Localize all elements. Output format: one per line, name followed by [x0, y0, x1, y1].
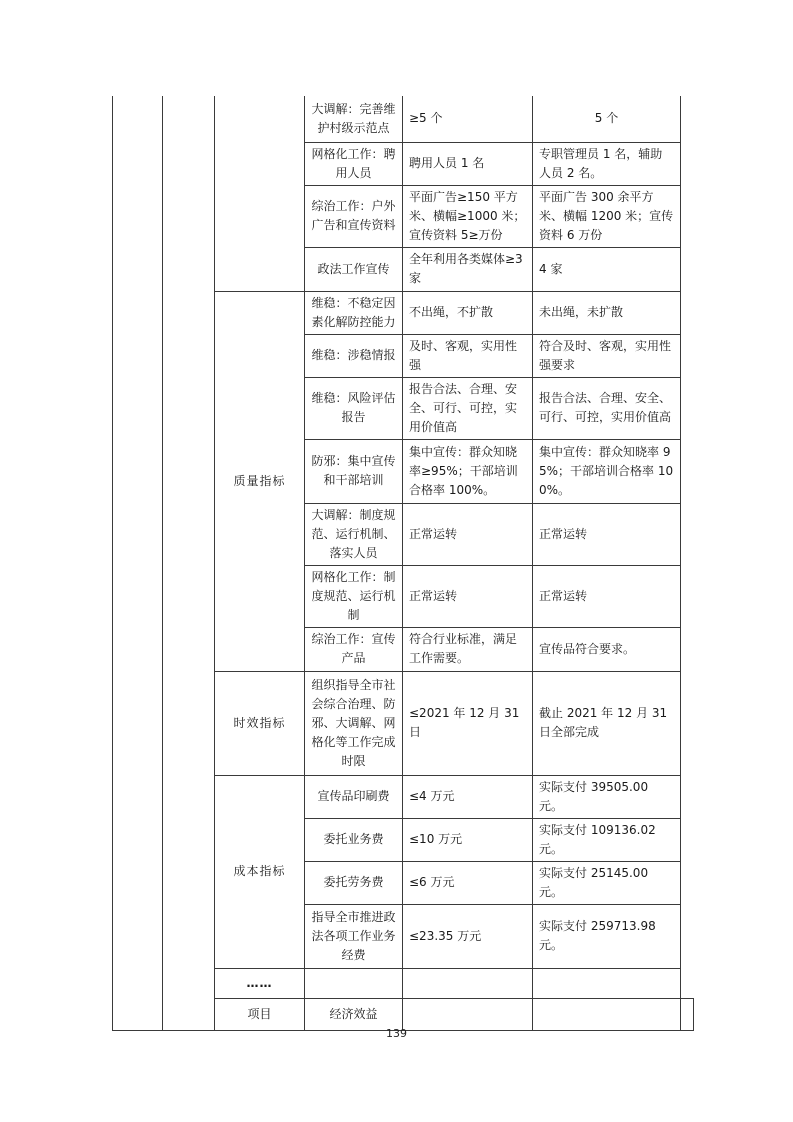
sub-indicator: 维稳：风险评估报告: [305, 377, 403, 439]
empty-cell: [403, 998, 533, 1030]
target-value: ≤4 万元: [403, 775, 533, 818]
actual-value: 4 家: [533, 247, 681, 291]
sub-indicator: 防邪：集中宣传和干部培训: [305, 439, 403, 503]
economic-benefit-label: 经济效益: [305, 998, 403, 1030]
ellipsis-cell: ……: [215, 968, 305, 998]
empty-cell: [305, 968, 403, 998]
sub-indicator: 网格化工作：聘用人员: [305, 142, 403, 185]
sub-indicator: 综治工作：宣传产品: [305, 627, 403, 671]
sub-indicator: 维稳：不稳定因素化解防控能力: [305, 291, 403, 334]
target-value: ≥5 个: [403, 96, 533, 142]
quantity-category-cell: [215, 96, 305, 291]
target-value: 不出绳，不扩散: [403, 291, 533, 334]
actual-value: 实际支付 259713.98 元。: [533, 904, 681, 968]
sub-indicator: 维稳：涉稳情报: [305, 334, 403, 377]
sub-indicator: 政法工作宣传: [305, 247, 403, 291]
actual-value: 正常运转: [533, 565, 681, 627]
empty-cell: [681, 998, 694, 1030]
empty-cell: [403, 968, 533, 998]
page-number: 139: [386, 1027, 407, 1040]
target-value: 及时、客观，实用性强: [403, 334, 533, 377]
target-value: 平面广告≥150 平方米、横幅≥1000 米；宣传资料 5≥万份: [403, 185, 533, 247]
target-value: 聘用人员 1 名: [403, 142, 533, 185]
quality-category-label: 质量指标: [215, 291, 305, 671]
sub-indicator: 委托劳务费: [305, 861, 403, 904]
target-value: 集中宣传：群众知晓率≥95%；干部培训合格率 100%。: [403, 439, 533, 503]
sub-indicator: 大调解：制度规范、运行机制、落实人员: [305, 503, 403, 565]
target-value: ≤23.35 万元: [403, 904, 533, 968]
target-value: ≤2021 年 12 月 31 日: [403, 671, 533, 775]
target-value: 正常运转: [403, 565, 533, 627]
actual-value: 实际支付 109136.02 元。: [533, 818, 681, 861]
sub-indicator: 大调解：完善维护村级示范点: [305, 96, 403, 142]
actual-value: 实际支付 25145.00 元。: [533, 861, 681, 904]
actual-value: 平面广告 300 余平方米、横幅 1200 米；宣传资料 6 万份: [533, 185, 681, 247]
outer-column-1: [113, 96, 163, 1030]
actual-value: 专职管理员 1 名，辅助人员 2 名。: [533, 142, 681, 185]
target-value: 符合行业标准，满足工作需要。: [403, 627, 533, 671]
sub-indicator: 委托业务费: [305, 818, 403, 861]
actual-value: 正常运转: [533, 503, 681, 565]
target-value: ≤6 万元: [403, 861, 533, 904]
target-value: 报告合法、合理、安全、可行、可控，实用价值高: [403, 377, 533, 439]
actual-value: 截止 2021 年 12 月 31 日全部完成: [533, 671, 681, 775]
actual-value: 符合及时、客观，实用性强要求: [533, 334, 681, 377]
timeliness-category-label: 时效指标: [215, 671, 305, 775]
target-value: 全年利用各类媒体≥3 家: [403, 247, 533, 291]
actual-value: 报告合法、合理、安全、可行、可控，实用价值高: [533, 377, 681, 439]
sub-indicator: 组织指导全市社会综合治理、防邪、大调解、网格化等工作完成时限: [305, 671, 403, 775]
performance-table: [112, 96, 694, 1031]
actual-value: 5 个: [533, 96, 681, 142]
actual-value: 宣传品符合要求。: [533, 627, 681, 671]
project-label: 项目: [215, 998, 305, 1030]
actual-value: 集中宣传：群众知晓率 95%；干部培训合格率 100%。: [533, 439, 681, 503]
table-row: [113, 96, 694, 142]
actual-value: 未出绳，未扩散: [533, 291, 681, 334]
target-value: 正常运转: [403, 503, 533, 565]
actual-value: 实际支付 39505.00 元。: [533, 775, 681, 818]
outer-column-2: [163, 96, 215, 1030]
sub-indicator: 宣传品印刷费: [305, 775, 403, 818]
empty-cell: [533, 998, 681, 1030]
cost-category-label: 成本指标: [215, 775, 305, 968]
empty-cell: [533, 968, 681, 998]
sub-indicator: 指导全市推进政法各项工作业务经费: [305, 904, 403, 968]
sub-indicator: 综治工作：户外广告和宣传资料: [305, 185, 403, 247]
target-value: ≤10 万元: [403, 818, 533, 861]
sub-indicator: 网格化工作：制度规范、运行机制: [305, 565, 403, 627]
